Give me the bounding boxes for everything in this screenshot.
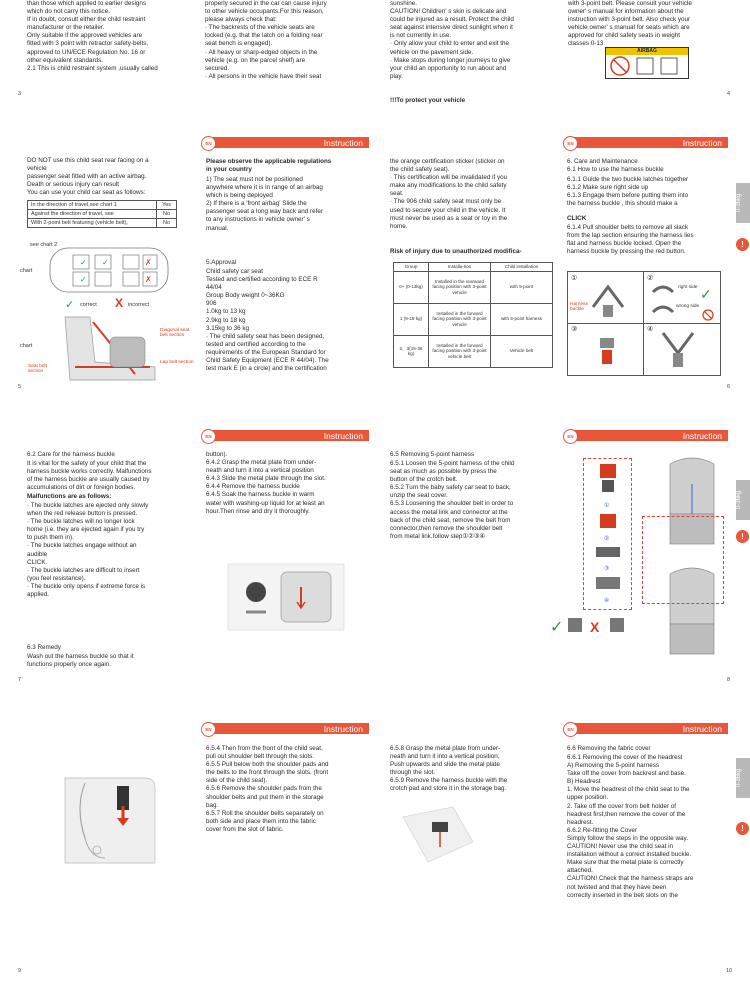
table-cell: Installed in the forward facing position with 3-point vehicle (429, 303, 491, 335)
table-cell: Installed in the forward facing position with 3-point vehicle belt (429, 335, 491, 367)
airbag-label-header: AIRBAG (606, 48, 688, 55)
table-row (28, 210, 177, 219)
weight-tab: 0-36kg (736, 183, 750, 223)
p4-text-col2: with 3-point belt. Please consult your vehicle owner' s manual for information about the instruction with 3-point belt. Also check your vehicle owner' s manual for seats which are approved for child safety seats in weight classes 0-13 (568, 0, 692, 48)
table-row (394, 335, 553, 367)
section-title: Instruction (323, 724, 363, 734)
care-maintenance-heading: 6. Care and Maintenance 6.1 How to use the harness buckle (567, 158, 664, 174)
page-number-10: 10 (726, 968, 733, 974)
globe-icon: EN (201, 136, 216, 151)
section-bar-p7 (204, 430, 369, 441)
correct-label: correct (80, 302, 97, 308)
buckle-diagram-grid: ① ② ③ ④ ✓ right side wrong side Harness buckle (567, 271, 721, 376)
approval-heading: 5.Approval (206, 259, 237, 266)
see-chart-2-label: see chart 2 (30, 242, 58, 248)
buckle-step1-icon (573, 277, 643, 322)
removing-cover-heading: 6.6 Removing the fabric cover (567, 745, 651, 752)
table-header: Installa-tion (429, 263, 491, 272)
risk-heading: Risk of injury due to unauthorized modifica- (390, 248, 522, 255)
table-row (28, 201, 177, 210)
svg-text:①: ① (604, 503, 610, 509)
wrong-side-label: wrong side (676, 304, 700, 309)
chart-label-1: chart (20, 268, 33, 274)
table-header: Group (394, 263, 429, 272)
correct-check-icon: ✓ (65, 299, 75, 311)
table-cell: with 5-point (491, 271, 553, 303)
section-bar-p5 (204, 137, 369, 148)
diagonal-belt-label: Diagonal seat belt section (160, 328, 190, 338)
removing-harness-heading: 6.5 Removing 5-point harness (390, 451, 475, 458)
section-bar-p10 (566, 723, 728, 734)
section-title: Instruction (682, 138, 722, 148)
incorrect-x-icon: X (115, 296, 124, 310)
seat-belt-section-label: Seat belt section (28, 364, 47, 374)
lap-belt-label: Lap belt section (160, 360, 194, 365)
table-cell: Against the direction of travel, see (28, 210, 157, 219)
shoulder-belt-illustration (55, 768, 165, 868)
globe-icon: EN (201, 722, 216, 737)
chart-label-2: chart (20, 343, 33, 349)
malfunctions-heading: Malfunctions are as follows: (27, 493, 112, 500)
page-number-4: 4 (727, 91, 731, 97)
click-label: CLICK (567, 215, 587, 222)
table-row (28, 219, 177, 228)
table-cell: Vehicle belt (491, 335, 553, 367)
harness-buckle-label: Harness buckle (570, 302, 588, 312)
section-title: Instruction (682, 431, 722, 441)
svg-text:✓: ✓ (102, 258, 109, 267)
table-cell: No (157, 219, 177, 228)
table-row (394, 263, 553, 272)
svg-text:✓: ✓ (700, 286, 712, 302)
airbag-warning-label (605, 47, 689, 79)
p8-text-col1: 6.5.1 Loosen the 5-point harness of the child seat as much as possible by press the button of the crotch belt. 6.5.2 Turn the baby safety car seat to back, unzip the seat cover. 6.5.3 Loosening the shoulder belt in order to access the metal link and connector at the back of the child seat, remove the belt from connector,then remove the shoulder belt from metal link.follow step①②③④ (390, 460, 515, 540)
p9-text-col2: 6.5.4 Then from the front of the child seat, pull out shoulder belt through the slots. 6.5.5 Pull below both the shoulder pads and the belts to the front through the slots. (front side of the child seat). 6.5.6 Remove the shoulder pads from the shoulder belts and put them in the storage bag. 6.5.7 Roll the shoulder belts separately on both side and place them into the fabric cover from the slot of fabric. (206, 745, 329, 833)
warning-icon: ! (736, 822, 749, 835)
section-bar-p9 (204, 723, 369, 734)
table-cell: 2、3(15-36 kg) (394, 335, 429, 367)
car-top-view-illustration (45, 245, 175, 295)
p10-text-col1: 6.5.8 Grasp the metal plate from under- neath and turn it into a vertical position, Push upwards and slide the metal plate through the slot. 6.5.9 Remove the harness buckle with the crotch pad and store it in the storage bag. (390, 745, 508, 793)
seat-belt-illustration (55, 312, 165, 384)
weight-tab: 0-36kg (736, 758, 750, 798)
p5-approval-text: Child safety car seat Tested and certified according to ECE R 44/04 Group Body weight 0~36KG 906 1.0kg to 13 kg 2.9kg to 18 kg 3.15kg to 36 kg · The child safety seat has been designed, tested and certified according to the requirements of the European Standard for Child Safety Equipment (ECE R 44/04). The test mark E (in a circle) and the certification (206, 268, 329, 373)
p6-buckle-steps: 6.1.1 Guide the two buckle latches together 6.1.2 Make sure right side up 6.1.3 Engage them before putting them into the harness buckle , this should make a (567, 176, 689, 208)
table-cell: In the direction of travel,see chart 1 (28, 201, 157, 210)
svg-text:X: X (590, 619, 600, 635)
section-title: Instruction (682, 724, 722, 734)
usage-table (27, 200, 177, 228)
buckle-step2-icon (648, 277, 718, 322)
harness-step-box-2 (642, 516, 724, 604)
svg-text:✓: ✓ (80, 275, 87, 284)
p5-text-col1: DO NOT use this child seat rear facing on a vehicle passenger seat fitted with an active airbag. Death or serious injury can result You can use your child car seat as follows: (27, 157, 149, 197)
p7-text-col2: button). 6.4.2 Grasp the metal plate from under- neath and turn it into a vertical position 6.4.3 Slide the metal plate through the slot. 6.4.4 Remove the harness buckle 6.4.5 Soak the harness buckle in warm water with washing-up liquid for at least an hour.Then rinse and dry it thoroughly. (206, 451, 326, 515)
harness-steps-illustration (590, 462, 626, 607)
table-cell: Installed in the rearward facing position with 3-point vehicle (429, 271, 491, 303)
buckle-removal-illustration (226, 562, 346, 632)
right-side-label: right side (678, 285, 698, 290)
table-row (394, 303, 553, 335)
page-number-7: 7 (18, 677, 22, 683)
svg-text:✓: ✓ (80, 258, 87, 267)
svg-text:✗: ✗ (145, 258, 152, 267)
care-buckle-heading: 6.2 Care for the harness buckle (27, 451, 115, 458)
section-title: Instruction (323, 138, 363, 148)
p3-text-col2: properly secured in the car can cause injury to other vehicle occupants.For this reason, please always check that: · The backrests of the vehicle seats are locked (e.g. that the latch on a folding rear seat bench is engaged). · All heavy or sharp-edged objects in the vehicle (e.g. on the parcel shelf) are secured. · All persons in the vehicle have their seat (205, 0, 327, 80)
svg-text:✗: ✗ (145, 275, 152, 284)
section-title: Instruction (323, 431, 363, 441)
p7-remedy-text: Wash out the harness buckle so that it functions properly once again. (27, 653, 134, 669)
globe-icon: EN (201, 429, 216, 444)
buckle-step3-icon (578, 328, 638, 373)
table-cell: With 2-point belt featuring (vehicle belt), (28, 219, 157, 228)
p6-buckle-steps-2: 6.1.4 Pull shoulder belts to remove all slack from the lap section ensuring the harness lies flat and harness buckle locked. Open the harness buckle by pressing the red button. (567, 224, 694, 256)
warning-icon: ! (736, 238, 749, 251)
remedy-heading: 6.3 Remedy (27, 644, 61, 651)
p6-text-col1: the orange certification sticker (sticker on the child safety seat). · This certification will be invalidated if you make any modifications to the child safety seat. · The 906 child safety seat must only be used to secure your child in the vehicle. It must never be used as a seat or toy in the home. (390, 158, 508, 230)
warning-icon: ! (736, 530, 749, 543)
table-cell: No (157, 210, 177, 219)
p4-protect-vehicle: !!!To protect your vehicle (390, 97, 466, 104)
table-cell: with 5-point harness (491, 303, 553, 335)
p4-text-col1: sunshine. CAUTION! Children' s skin is delicate and could be injured as a result. Protect the child seat against intensive direct sunlight when it is not currently in use. · Only allow your child to enter and exit the vehicle on the pavement side. · Make stops during longer journeys to give your child an opportunity to run about and play. (390, 0, 514, 80)
globe-icon: EN (563, 136, 578, 151)
incorrect-label: incorrect (128, 302, 150, 308)
section-bar-p6 (566, 137, 728, 148)
page-number-8: 8 (727, 677, 731, 683)
svg-text:④: ④ (604, 598, 610, 604)
section-bar-p8 (566, 430, 728, 441)
svg-text:②: ② (604, 536, 610, 542)
table-cell: 0+ (0-13kg) (394, 271, 429, 303)
page-number-3: 3 (18, 91, 22, 97)
p10-text-col2: 6.6.1 Removing the cover of the headrest A) Removing the 5-point harness Take off the cover from backrest and base. B) Headrest 1. Move the headrest of the child seat to the upper position. 2. Take off the cover from belt holder of headrest first,then remove the cover of the headrest. 6.6.2 Re-fitting the Cover Simply follow the steps in the opposite way. CAUTION! Never use the child seat in installation without a correct installed buckle. Make sure that the metal plate is correctly attached. CAUTION! Check that the harness straps are not twisted and that they have been correctly inserted in the belt slots on the (567, 754, 694, 899)
metal-plate-illustration (398, 802, 478, 872)
group-table (393, 262, 553, 368)
page-number-5: 5 (18, 384, 22, 390)
page-number-6: 6 (727, 384, 731, 390)
weight-tab: 0-36kg (736, 480, 750, 520)
p7-malfunction-list: · The buckle latches are ejected only slowly when the red release button is pressed. · The buckle latches will no longer lock home (i.e. they are ejected again if you try to push them in). · The buckle latches engage without an audible CLICK. · The buckle latches are difficult to insert (you feel resistance). · The buckle only opens if extreme force is applied. (27, 502, 149, 599)
p7-text-col1: It is vital for the safety of your child that the harness buckle works correctly. Malfunctions of the harness buckle are usually caused by accumulations of dirt or foreign bodies. (27, 460, 152, 492)
svg-text:③: ③ (604, 566, 610, 572)
p3-text-col1: than those which applied to earlier designs which do not carry this notice. If in doubt, consult either the child restraint manufacturer or the retailer. Only suitable if the approved vehicles are fitted with 3 point with retractor safety-belts, approved to UN/ECE Regulation No. 16 or other equivalent standards. 2.1 This is child restraint system ,usually called (27, 0, 158, 72)
correct-incorrect-icons (548, 612, 638, 640)
p5-text-col2: 1) The seat must not be positioned anywhere where it is in range of an airbag which is being deployed 2) If there is a 'front airbag' Slide the passenger seat a long way back and refer to any instructions in vehicle owner' s manual. (206, 176, 323, 232)
table-header: Child installation (491, 263, 553, 272)
buckle-step4-icon (653, 328, 713, 373)
svg-text:✓: ✓ (550, 619, 564, 636)
p5-regulations-heading: Please observe the applicable regulations in your country (206, 158, 332, 174)
airbag-warning-icons (606, 55, 688, 77)
globe-icon: EN (563, 429, 578, 444)
table-cell: 1 (9-18 kg) (394, 303, 429, 335)
table-row (394, 271, 553, 303)
globe-icon: EN (563, 722, 578, 737)
table-cell: Yes (157, 201, 177, 210)
page-number-9: 9 (18, 968, 22, 974)
